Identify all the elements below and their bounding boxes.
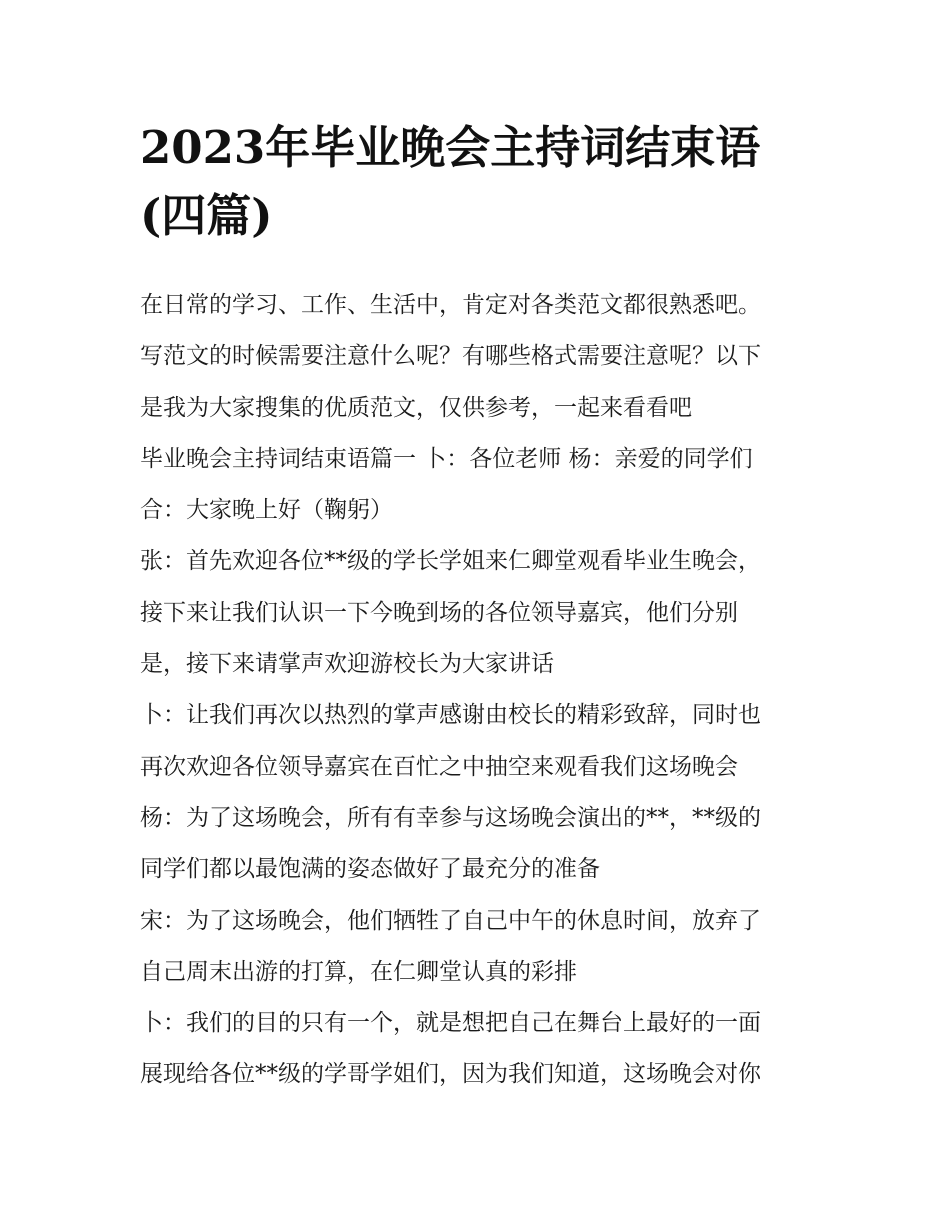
body-line: 接下来让我们认识一下今晚到场的各位领导嘉宾，他们分别 (140, 599, 738, 626)
body-line: 杨：为了这场晚会，所有有幸参与这场晚会演出的**，**级的 (140, 804, 761, 831)
document-body (140, 280, 830, 1101)
body-line: 同学们都以最饱满的姿态做好了最充分的准备 (140, 856, 600, 883)
title-line-2: (四篇) (140, 189, 273, 242)
body-line: 自己周末出游的打算，在仁卿堂认真的彩排 (140, 958, 577, 985)
body-line: 卜：让我们再次以热烈的掌声感谢由校长的精彩致辞，同时也 (140, 702, 761, 729)
body-line: 再次欢迎各位领导嘉宾在百忙之中抽空来观看我们这场晚会 (140, 753, 738, 780)
body-line: 卜：我们的目的只有一个，就是想把自己在舞台上最好的一面 (140, 1010, 761, 1037)
body-line: 在日常的学习、工作、生活中，肯定对各类范文都很熟悉吧。 (140, 292, 761, 318)
body-line: 宋：为了这场晚会，他们牺牲了自己中午的休息时间，放弃了 (140, 907, 761, 934)
body-line: 张：首先欢迎各位**级的学长学姐来仁卿堂观看毕业生晚会， (140, 548, 761, 575)
body-line: 合：大家晚上好（鞠躬） (140, 497, 393, 524)
document-title (140, 114, 820, 250)
body-line: 展现给各位**级的学哥学姐们，因为我们知道，这场晚会对你 (140, 1061, 761, 1088)
title-line-1: 2023年毕业晚会主持词结束语 (140, 121, 761, 174)
body-line: 毕业晚会主持词结束语篇一 卜：各位老师 杨：亲爱的同学们 (140, 445, 753, 472)
body-line: 是，接下来请掌声欢迎游校长为大家讲话 (140, 651, 554, 678)
body-line: 写范文的时候需要注意什么呢？有哪些格式需要注意呢？以下 (140, 343, 761, 370)
body-line: 是我为大家搜集的优质范文，仅供参考，一起来看看吧 (140, 394, 692, 421)
